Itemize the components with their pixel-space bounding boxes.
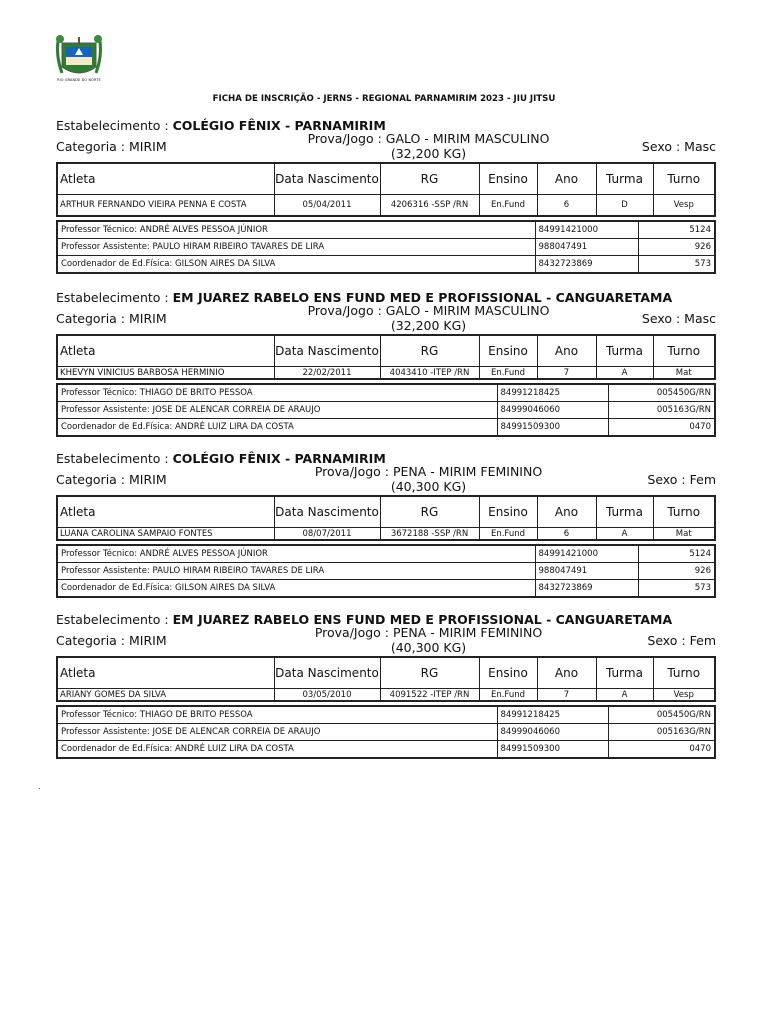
col-birth-date: Data Nascimento	[274, 335, 380, 367]
establishment-label: Estabelecimento :	[56, 612, 173, 627]
category-label: Categoria :	[56, 311, 129, 326]
staff-row	[57, 545, 715, 563]
athlete-year: 7	[537, 689, 596, 702]
sex-value: Masc	[684, 139, 716, 154]
athlete-birth-date: 03/05/2010	[274, 689, 380, 702]
staff-registration: 573	[638, 256, 715, 274]
staff-phone: 84999046060	[497, 724, 608, 741]
staff-row	[57, 419, 715, 437]
col-shift: Turno	[653, 496, 715, 528]
staff-phone: 988047491	[535, 563, 638, 580]
sex-label: Sexo :	[641, 311, 685, 326]
athlete-birth-date: 08/07/2011	[274, 528, 380, 541]
athlete-birth-date: 05/04/2011	[274, 195, 380, 217]
col-class: Turma	[596, 163, 653, 195]
sex	[647, 633, 716, 648]
weight-value: (40,300 KG)	[390, 479, 467, 494]
table-row	[57, 367, 715, 380]
footer-mark: .	[38, 782, 41, 791]
event-value: PENA - MIRIM FEMININO	[393, 464, 543, 479]
athlete-rg: 4206316 -SSP /RN	[380, 195, 479, 217]
staff-row	[57, 402, 715, 419]
athlete-name: KHEVYN VINICIUS BARBOSA HERMINIO	[57, 367, 274, 380]
staff-phone: 84991509300	[497, 741, 608, 759]
col-rg: RG	[380, 163, 479, 195]
staff-role: Professor Técnico: THIAGO DE BRITO PESSOA	[57, 384, 497, 402]
athlete-table	[56, 162, 716, 217]
athlete-class: A	[596, 528, 653, 541]
staff-table	[56, 544, 716, 598]
sex-label: Sexo :	[641, 139, 685, 154]
col-shift: Turno	[653, 335, 715, 367]
athlete-name: ARIANY GOMES DA SILVA	[57, 689, 274, 702]
category-value: MIRIM	[129, 139, 167, 154]
sex-value: Masc	[684, 311, 716, 326]
staff-table	[56, 220, 716, 274]
staff-registration: 5124	[638, 221, 715, 239]
col-athlete: Atleta	[57, 335, 274, 367]
staff-phone: 84991421000	[535, 545, 638, 563]
staff-role: Professor Técnico: THIAGO DE BRITO PESSOA	[57, 706, 497, 724]
staff-phone: 84991218425	[497, 706, 608, 724]
weight-value: (40,300 KG)	[390, 640, 467, 655]
staff-row	[57, 221, 715, 239]
col-rg: RG	[380, 657, 479, 689]
table-row	[57, 528, 715, 541]
staff-role: Professor Assistente: PAULO HIRAM RIBEIRO TAVARES DE LIRA	[57, 563, 535, 580]
staff-row	[57, 239, 715, 256]
event-value: PENA - MIRIM FEMININO	[393, 625, 543, 640]
athlete-shift: Vesp	[653, 689, 715, 702]
staff-phone: 84991218425	[497, 384, 608, 402]
athlete-year: 6	[537, 528, 596, 541]
state-coat-of-arms-logo	[52, 33, 106, 83]
staff-table	[56, 705, 716, 759]
staff-role: Professor Assistente: PAULO HIRAM RIBEIRO TAVARES DE LIRA	[57, 239, 535, 256]
establishment-name: COLÉGIO FÊNIX - PARNAMIRIM	[172, 118, 386, 133]
staff-role: Professor Técnico: ANDRÉ ALVES PESSOA JÚNIOR	[57, 545, 535, 563]
establishment-label: Estabelecimento :	[56, 290, 173, 305]
registration-block	[56, 611, 716, 759]
col-shift: Turno	[653, 657, 715, 689]
col-year: Ano	[537, 163, 596, 195]
event-label: Prova/Jogo :	[307, 303, 386, 318]
athlete-birth-date: 22/02/2011	[274, 367, 380, 380]
athlete-shift: Mat	[653, 367, 715, 380]
staff-row	[57, 256, 715, 274]
registration-block	[56, 450, 716, 598]
staff-phone: 84991421000	[535, 221, 638, 239]
staff-phone: 84991509300	[497, 419, 608, 437]
athlete-rg: 4043410 -ITEP /RN	[380, 367, 479, 380]
athlete-school-level: En.Fund	[479, 367, 537, 380]
table-row	[57, 195, 715, 217]
event-label: Prova/Jogo :	[314, 625, 393, 640]
category-label: Categoria :	[56, 633, 129, 648]
staff-registration: 573	[638, 580, 715, 598]
category-label: Categoria :	[56, 472, 129, 487]
sex-label: Sexo :	[647, 472, 690, 487]
table-row	[57, 689, 715, 702]
col-school-level: Ensino	[479, 163, 537, 195]
athlete-table	[56, 334, 716, 380]
weight-value: (32,200 KG)	[390, 318, 467, 333]
athlete-year: 6	[537, 195, 596, 217]
category-value: MIRIM	[129, 311, 167, 326]
athlete-class: A	[596, 367, 653, 380]
category-label: Categoria :	[56, 139, 129, 154]
col-rg: RG	[380, 496, 479, 528]
staff-registration: 926	[638, 563, 715, 580]
athlete-name: LUANA CAROLINA SAMPAIO FONTES	[57, 528, 274, 541]
staff-registration: 005163G/RN	[608, 402, 715, 419]
col-birth-date: Data Nascimento	[274, 657, 380, 689]
logo-caption: RIO GRANDE DO NORTE	[57, 78, 101, 82]
col-rg: RG	[380, 335, 479, 367]
establishment-label: Estabelecimento :	[56, 451, 173, 466]
registration-block	[56, 289, 716, 437]
col-class: Turma	[596, 335, 653, 367]
staff-role: Coordenador de Ed.Física: GILSON AIRES DA SILVA	[57, 256, 535, 274]
col-school-level: Ensino	[479, 496, 537, 528]
staff-registration: 5124	[638, 545, 715, 563]
staff-row	[57, 724, 715, 741]
staff-row	[57, 384, 715, 402]
staff-registration: 926	[638, 239, 715, 256]
establishment-name: EM JUAREZ RABELO ENS FUND MED E PROFISSIONAL - CANGUARETAMA	[172, 612, 673, 627]
col-class: Turma	[596, 657, 653, 689]
athlete-table	[56, 495, 716, 541]
category-value: MIRIM	[129, 633, 167, 648]
athlete-class: D	[596, 195, 653, 217]
col-shift: Turno	[653, 163, 715, 195]
athlete-year: 7	[537, 367, 596, 380]
staff-role: Professor Assistente: JOSE DE ALENCAR CORREIA DE ARAUJO	[57, 402, 497, 419]
sex	[642, 139, 716, 154]
col-school-level: Ensino	[479, 657, 537, 689]
staff-role: Coordenador de Ed.Física: GILSON AIRES DA SILVA	[57, 580, 535, 598]
athlete-shift: Mat	[653, 528, 715, 541]
athlete-shift: Vesp	[653, 195, 715, 217]
col-year: Ano	[537, 657, 596, 689]
staff-role: Coordenador de Ed.Física: ANDRÉ LUIZ LIRA DA COSTA	[57, 419, 497, 437]
staff-row	[57, 563, 715, 580]
athlete-name: ARTHUR FERNANDO VIEIRA PENNA E COSTA	[57, 195, 274, 217]
col-school-level: Ensino	[479, 335, 537, 367]
establishment-label: Estabelecimento :	[56, 118, 173, 133]
staff-phone: 84999046060	[497, 402, 608, 419]
athlete-rg: 3672188 -SSP /RN	[380, 528, 479, 541]
col-athlete: Atleta	[57, 496, 274, 528]
category-value: MIRIM	[129, 472, 167, 487]
staff-row	[57, 741, 715, 759]
sex	[647, 472, 716, 487]
table-header	[57, 335, 715, 367]
establishment-name: COLÉGIO FÊNIX - PARNAMIRIM	[172, 451, 386, 466]
weight-value: (32,200 KG)	[390, 146, 467, 161]
event-label: Prova/Jogo :	[307, 131, 386, 146]
registration-block	[56, 117, 716, 274]
staff-role: Professor Técnico: ANDRÉ ALVES PESSOA JÚNIOR	[57, 221, 535, 239]
event-label: Prova/Jogo :	[314, 464, 393, 479]
col-year: Ano	[537, 335, 596, 367]
athlete-school-level: En.Fund	[479, 689, 537, 702]
athlete-class: A	[596, 689, 653, 702]
table-header	[57, 163, 715, 195]
athlete-rg: 4091522 -ITEP /RN	[380, 689, 479, 702]
athlete-school-level: En.Fund	[479, 195, 537, 217]
staff-registration: 0470	[608, 419, 715, 437]
sex-value: Fem	[689, 633, 716, 648]
event-value: GALO - MIRIM MASCULINO	[385, 303, 550, 318]
athlete-table	[56, 656, 716, 702]
staff-registration: 005450G/RN	[608, 706, 715, 724]
staff-phone: 8432723869	[535, 256, 638, 274]
staff-registration: 005450G/RN	[608, 384, 715, 402]
staff-phone: 988047491	[535, 239, 638, 256]
event-value: GALO - MIRIM MASCULINO	[385, 131, 550, 146]
staff-row	[57, 706, 715, 724]
staff-role: Professor Assistente: JOSE DE ALENCAR CORREIA DE ARAUJO	[57, 724, 497, 741]
sex	[642, 311, 716, 326]
col-athlete: Atleta	[57, 163, 274, 195]
col-class: Turma	[596, 496, 653, 528]
staff-registration: 0470	[608, 741, 715, 759]
staff-table	[56, 383, 716, 437]
staff-row	[57, 580, 715, 598]
athlete-school-level: En.Fund	[479, 528, 537, 541]
table-header	[57, 496, 715, 528]
col-athlete: Atleta	[57, 657, 274, 689]
staff-registration: 005163G/RN	[608, 724, 715, 741]
col-year: Ano	[537, 496, 596, 528]
establishment-name: EM JUAREZ RABELO ENS FUND MED E PROFISSIONAL - CANGUARETAMA	[172, 290, 673, 305]
table-header	[57, 657, 715, 689]
document-title: FICHA DE INSCRIÇÃO - JERNS - REGIONAL PARNAMIRIM 2023 - JIU JITSU	[212, 94, 556, 104]
sex-value: Fem	[689, 472, 716, 487]
staff-role: Coordenador de Ed.Física: ANDRÉ LUIZ LIRA DA COSTA	[57, 741, 497, 759]
sex-label: Sexo :	[647, 633, 690, 648]
col-birth-date: Data Nascimento	[274, 496, 380, 528]
staff-phone: 8432723869	[535, 580, 638, 598]
col-birth-date: Data Nascimento	[274, 163, 380, 195]
